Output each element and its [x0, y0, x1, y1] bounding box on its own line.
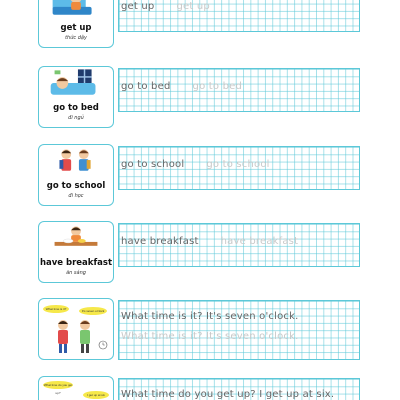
card-word: go to bed: [53, 103, 99, 113]
card-word: get up: [60, 23, 92, 33]
speech-bubble-question: What time do you get up?: [43, 383, 73, 395]
handwriting-grid[interactable]: [118, 146, 360, 190]
card-meaning: thức dậy: [65, 35, 87, 41]
handwriting-grid[interactable]: [118, 0, 360, 32]
handwriting-grid[interactable]: [118, 378, 360, 400]
have-breakfast-illustration: [39, 222, 113, 256]
writing-line: [121, 1, 210, 12]
handwriting-grid[interactable]: [118, 223, 360, 267]
go-to-bed-illustration: [39, 67, 113, 101]
example-text: go to bed: [121, 81, 171, 92]
card-word: have breakfast: [39, 258, 113, 268]
picture-card-go-to-bed: [38, 66, 114, 128]
picture-card-conversation-2: [38, 376, 114, 400]
trace-text: go to bed: [192, 81, 243, 92]
card-meaning: đi học: [68, 193, 84, 199]
picture-card-go-to-school: [38, 144, 114, 206]
example-text: go to school: [121, 159, 185, 170]
handwriting-grid[interactable]: [118, 300, 360, 360]
go-to-school-illustration: [39, 145, 113, 179]
picture-card-have-breakfast: [38, 221, 114, 283]
get-up-illustration: [39, 0, 113, 21]
speech-bubble-question: What time is it?: [43, 305, 69, 313]
writing-line: [121, 159, 270, 170]
picture-card-get-up: [38, 0, 114, 48]
speech-bubble-answer: I get up at six: [83, 391, 109, 399]
handwriting-grid[interactable]: [118, 68, 360, 112]
example-sentence: What time do you get up? I get up at six.: [121, 389, 335, 400]
two-children-illustration: [39, 315, 114, 359]
trace-sentence: What time is it? It's seven o'clock.: [121, 331, 299, 342]
card-meaning: ăn sáng: [66, 270, 86, 276]
card-word: go to school: [46, 181, 106, 191]
speech-bubble-answer: It's seven o'clock: [79, 307, 107, 315]
example-text: have breakfast: [121, 236, 199, 247]
writing-line: [121, 81, 242, 92]
example-sentence: What time is it? It's seven o'clock.: [121, 311, 299, 322]
trace-text: get up: [176, 1, 210, 12]
trace-text: go to school: [206, 159, 270, 170]
trace-text: have breakfast: [220, 236, 299, 247]
example-text: get up: [121, 1, 155, 12]
card-meaning: đi ngủ: [68, 115, 84, 121]
picture-card-conversation: [38, 298, 114, 360]
writing-line: [121, 236, 298, 247]
